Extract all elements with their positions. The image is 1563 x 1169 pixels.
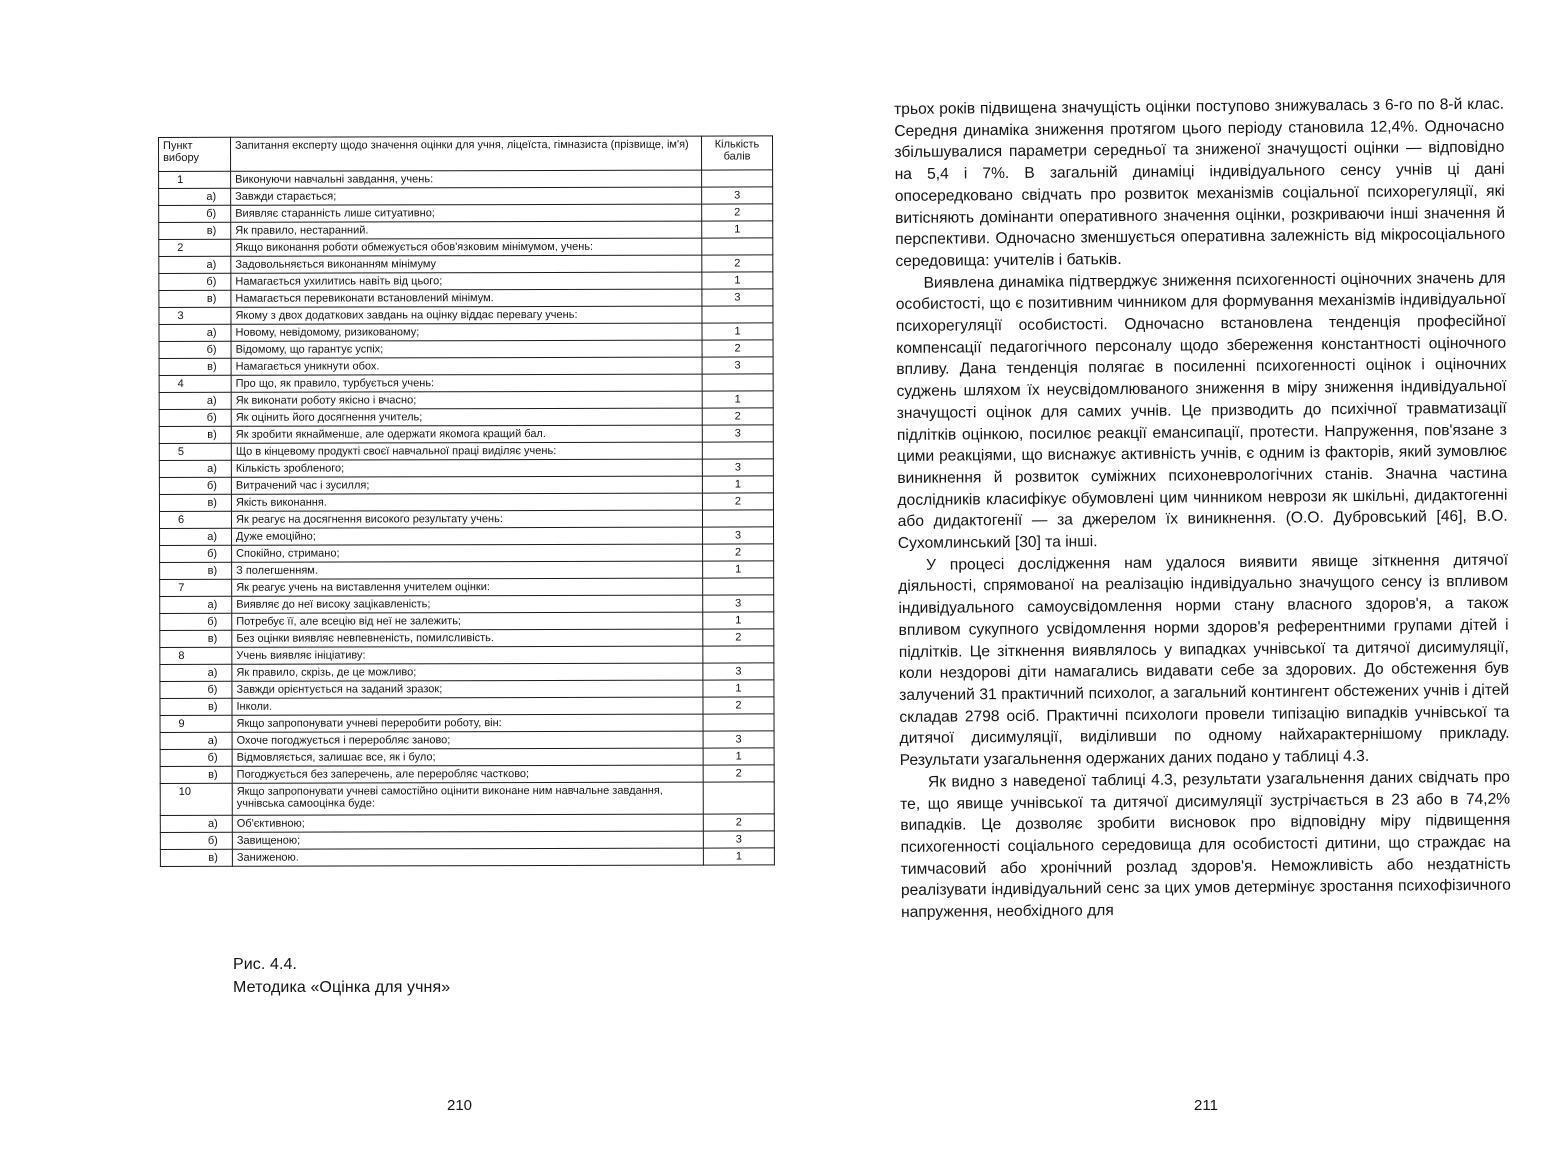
table-row [159,459,773,478]
table-row [159,221,773,240]
table-row [159,493,773,512]
question-cell: Дуже емоційно; [232,527,703,545]
question-cell: Завжди старається; [231,187,702,205]
question-cell: Завищеною; [232,831,703,849]
item-cell: 1 [159,171,231,188]
question-cell: Новому, невідомому, ризикованому; [231,323,702,341]
table-row [159,255,773,274]
points-cell: 3 [703,663,774,680]
table-header-row [159,136,773,172]
points-cell: 2 [703,697,774,714]
points-cell: 2 [702,255,773,272]
points-cell: 2 [703,629,774,646]
points-cell: 3 [703,831,774,848]
paragraph: Як видно з наведеної таблиці 4.3, результати узагальнення даних свідчать про те, що явище учнівської та дитячої дисимуляції зустрічається в 23 або в 74,2% випадків. Це дозволяє зробити висновок про відповідну міру підвищення психогенності соціального середовища для особистості дитини, що страждає на тимчасовий або хронічний розлад здоров'я. Неможливість або нездатність реалізувати індивідуальний сенс за цих умов детермінує зростання психофізичного напруження, необхідного для [900,768,1511,921]
points-cell [702,306,773,323]
body-text [894,94,1511,924]
table-row [159,187,773,206]
figure-number: Рис. 4.4. [233,956,298,973]
points-cell: 1 [703,748,774,765]
question-cell: Намагається ухилитись навіть від цього; [231,272,702,290]
item-cell: б) [160,832,232,849]
item-cell: 2 [159,239,231,256]
points-cell: 3 [703,731,774,748]
question-cell: Якщо виконання роботи обмежується обов'язковим мінімумом, учень: [231,238,702,256]
table-row [159,289,773,308]
question-cell: Потребує її, але всецію від неї не залежить; [232,612,703,630]
question-cell: Завжди орієнтується на заданий зразок; [232,680,703,698]
header-points: Кількість балів [701,136,772,170]
table-row [160,527,774,546]
question-cell: Якщо запропонувати учневі переробити роботу, він: [232,714,703,732]
points-cell: 3 [702,187,773,204]
figure-caption [233,953,450,999]
question-cell: Якість виконання. [231,493,702,511]
item-cell: б) [159,273,231,290]
points-cell: 2 [702,408,773,425]
points-cell [702,374,773,391]
points-cell [702,510,773,527]
question-cell: Виявляє старанність лише ситуативно; [231,204,702,222]
table-row [159,374,773,393]
table-row [160,663,774,682]
table-row [160,782,774,816]
header-question: Запитання експерту щодо значення оцінки для учня, ліцеїста, гімназиста (прізвище, ім'я) [231,136,702,171]
table-row [159,238,773,257]
question-cell: Інколи. [232,697,703,715]
points-cell: 3 [702,357,773,374]
table-row [160,814,774,833]
points-cell: 3 [703,527,774,544]
table-row [160,544,774,563]
points-cell [702,442,773,459]
paragraph: трьох років підвищена значущість оцінки поступово знижувалась з 6-го по 8-й клас. Середня динаміка зниження протягом цього періоду становила 12,4%. Одночасно збільшувалися параметри середньої та зниженої значущості оцінки — відповідно на 5,4 і 7%. В загальній динаміці індивідуального сенсу учнів ці дані опосередковано свідчать про розвиток механізмів соціальної психорегуляції, які витісняють домінанти оперативного значення оцінки, розкриваючи інші значення й перспективи. Одночасно зменшується оперативна залежність від мікросоціального середовища: учителів і батьків. [894,95,1506,270]
item-cell: в) [159,358,231,375]
table-row [160,765,774,784]
question-cell: Заниженою. [232,848,703,866]
item-cell: б) [159,409,231,426]
points-cell: 2 [703,765,774,782]
points-cell: 2 [702,204,773,221]
method-table [158,135,775,867]
item-cell: в) [160,766,232,783]
question-cell: Без оцінки виявляє невпевненість, помилсливість. [232,629,703,647]
points-cell [702,170,773,187]
question-cell: Об'єктивною; [232,814,703,832]
item-cell: а) [159,188,231,205]
question-cell: Як реагує учень на виставлення учителем оцінки: [232,578,703,596]
table-row [159,340,773,359]
table-row [160,831,774,850]
item-cell: б) [160,681,232,698]
question-cell: З полегшенням. [232,561,703,579]
question-cell: Учень виявляє ініціативу: [232,646,703,664]
item-cell: а) [159,460,231,477]
question-cell: Відмовляється, залишає все, як і було; [232,748,703,766]
item-cell: а) [160,815,232,832]
question-cell: Відомому, що гарантує успіх; [231,340,702,358]
question-cell: Що в кінцевому продукті своєї навчальної праці виділяє учень: [231,442,702,460]
table-row [159,391,773,410]
item-cell: 3 [159,307,231,324]
item-cell: а) [159,324,231,341]
table-row [160,646,774,665]
figure-title: Методика «Оцінка для учня» [233,979,451,996]
item-cell: б) [159,477,231,494]
points-cell: 2 [703,814,774,831]
item-cell: 9 [160,715,232,732]
item-cell: в) [159,290,231,307]
table-row [160,561,774,580]
points-cell: 2 [703,544,774,561]
item-cell: а) [159,392,231,409]
table-row [160,578,774,597]
item-cell: в) [160,562,232,579]
question-cell: Виявляє до неї високу зацікавленість; [232,595,703,613]
question-cell: Якщо запропонувати учневі самостійно оцінити виконане ним навчальне завдання, учнівська самооцінка буде: [232,782,703,815]
item-cell: а) [160,596,232,613]
paragraph: Виявлена динаміка підтверджує зниження психогенності оціночних значень для особистості, що є позитивним чинником для формування механізмів індивідуальної психорегуляції особистості. Одночасно встановлена тенденція професійної компенсації педагогічного персоналу щодо збереження константності оціночного впливу. Дана тенденція полягає в посиленні психогенності оцінок і оціночних суджень шляхом їх неусвідомлюваного зниження в міру зниження індивідуальної значущості оцінок для самих учнів. Це призводить до психічної травматизації підлітків оцінкою, посилює реакції емансипації, протести. Напруження, пов'язане з цими реакціями, що виснажує активність учнів, є одним із факторів, який зумовлює виникнення й розвиток суміжних психоневрологічних станів. Значна частина дослідників класифікує обумовлені цим чинником неврози як шкільні, дидактогенні або дидактогенії — за джерелом їх виникнення. (О.О. Дубровський [46], В.О. Сухомлинський [30] та інші. [895,269,1508,553]
table-row [159,272,773,291]
question-cell: Як правило, нестаранний. [231,221,702,239]
question-cell: Кількість зробленого; [231,459,702,477]
table-row [159,510,773,529]
points-cell: 1 [702,391,773,408]
item-cell: в) [159,222,231,239]
points-cell: 1 [702,476,773,493]
item-cell: 5 [159,443,231,460]
question-cell: Витрачений час і зусилля; [231,476,702,494]
table-row [160,680,774,699]
paragraph: У процесі дослідження нам удалося виявити явище зіткнення дитячої діяльності, спрямованої на реалізацію індивідуально значущого сенсу із впливом індивідуального самоусвідомлення норми стану власного здоров'я, а також впливом сукупного усвідомлення норми здоров'я референтними групами дітей і підлітків. Це зіткнення виявлялось у випадках учнівської та дитячої дисимуляції, коли нездорові діти намагались видавати себе за здорових. До обстеження був залучений 31 практичний психолог, а загальний контингент обстежених учнів і дітей складав 2798 осіб. Практичні психологи провели типізацію випадків учнівської та дитячої дисимуляції, виділивши по одному найхарактернішому прикладу. Результати узагальнення одержаних даних подано у таблиці 4.3. [898,551,1510,770]
question-cell: Як оцінить його досягнення учитель; [231,408,702,426]
points-cell [703,782,774,814]
item-cell: б) [160,545,232,562]
points-cell: 1 [703,680,774,697]
item-cell: 8 [160,647,232,664]
points-cell: 3 [703,595,774,612]
table-row [160,697,774,716]
table-row [159,204,773,223]
item-cell: а) [159,256,231,273]
points-cell [703,646,774,663]
item-cell: 10 [160,783,232,815]
question-cell: Намагається уникнути обох. [231,357,702,375]
table-row [160,731,774,750]
points-cell [703,578,774,595]
page-number-left: 210 [447,1097,473,1114]
question-cell: Виконуючи навчальні завдання, учень: [231,170,702,188]
question-cell: Як правило, скрізь, де це можливо; [232,663,703,681]
table-row [159,425,773,444]
right-page [780,0,1563,1169]
item-cell: а) [160,732,232,749]
points-cell: 2 [702,493,773,510]
table-row [160,748,774,767]
points-cell: 3 [702,289,773,306]
table-row [160,612,774,631]
left-page [0,0,780,1169]
question-cell: Спокійно, стримано; [232,544,703,562]
table-row [160,714,774,733]
item-cell: 6 [159,511,231,528]
page-number-right: 211 [1194,1097,1218,1114]
item-cell: в) [159,494,231,511]
question-cell: Як виконати роботу якісно і вчасно; [231,391,702,409]
question-cell: Задовольняється виконанням мінімуму [231,255,702,273]
question-cell: Якому з двох додаткових завдань на оцінку віддає перевагу учень: [231,306,702,324]
table-row [159,476,773,495]
item-cell: в) [160,849,232,866]
item-cell: в) [160,630,232,647]
item-cell: б) [160,613,232,630]
table-row [159,357,773,376]
table-row [160,629,774,648]
table-row [159,306,773,325]
item-cell: б) [159,341,231,358]
question-cell: Погоджується без заперечень, але переробляє частково; [232,765,703,783]
item-cell: б) [160,749,232,766]
points-cell [703,714,774,731]
points-cell: 2 [702,340,773,357]
points-cell: 1 [702,323,773,340]
points-cell: 1 [702,221,773,238]
points-cell: 3 [702,425,773,442]
points-cell: 1 [703,848,774,865]
points-cell: 1 [702,272,773,289]
item-cell: б) [159,205,231,222]
table-row [159,170,773,189]
table-row [159,408,773,427]
question-cell: Охоче погоджується і переробляє заново; [232,731,703,749]
points-cell: 1 [703,561,774,578]
item-cell: 4 [159,375,231,392]
item-cell: в) [160,698,232,715]
points-cell: 3 [702,459,773,476]
question-cell: Намагається перевиконати встановлений мінімум. [231,289,702,307]
points-cell: 1 [703,612,774,629]
question-cell: Як зробити якнайменше, але одержати якомога кращий бал. [231,425,702,443]
item-cell: 7 [160,579,232,596]
item-cell: а) [160,664,232,681]
table-row [159,442,773,461]
table-row [160,848,774,867]
header-item: Пункт вибору [159,137,231,171]
question-cell: Як реагує на досягнення високого результату учень: [231,510,702,528]
table-row [160,595,774,614]
question-cell: Про що, як правило, турбується учень: [231,374,702,392]
item-cell: а) [160,528,232,545]
points-cell [702,238,773,255]
item-cell: в) [159,426,231,443]
table-row [159,323,773,342]
